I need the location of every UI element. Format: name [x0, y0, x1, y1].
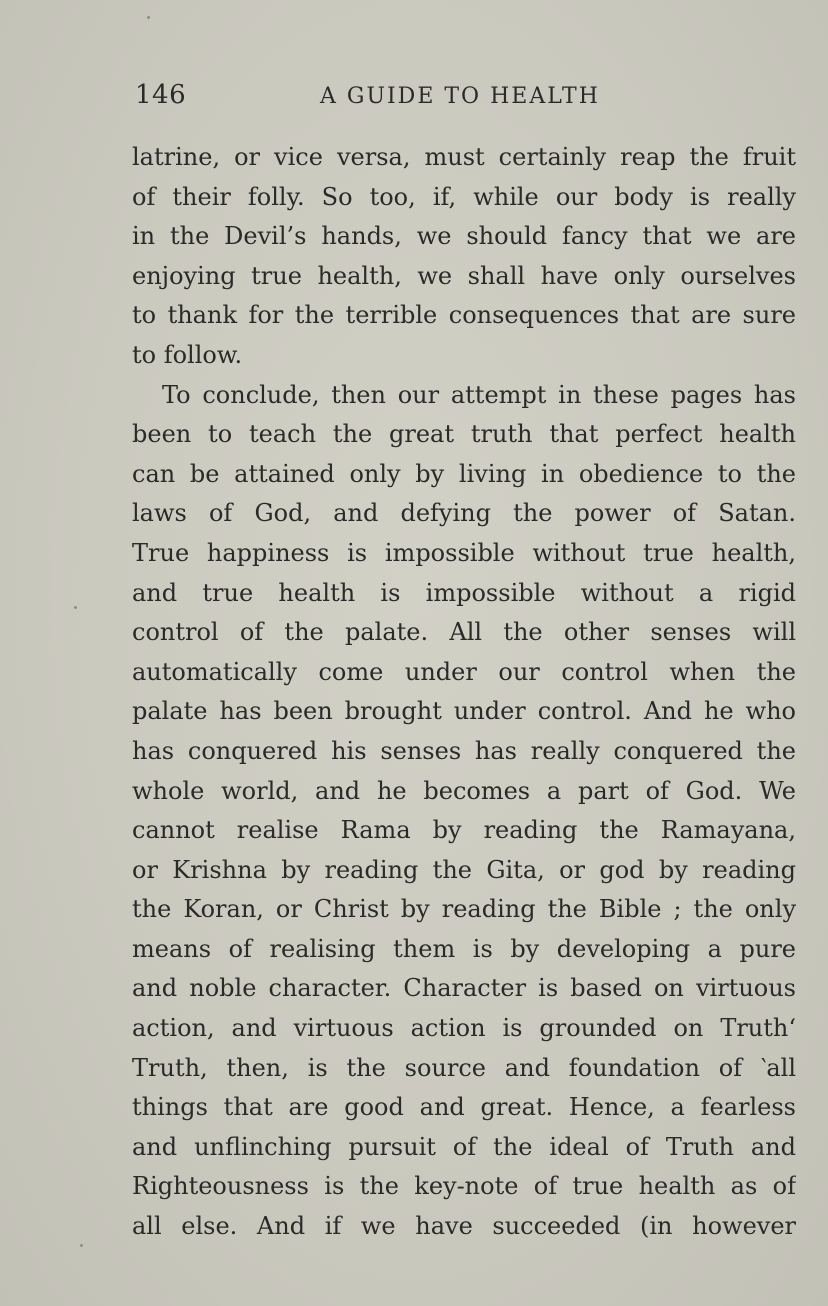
- text-line: control of the palate. All the other senses will: [132, 618, 796, 647]
- paper-speck: [147, 16, 150, 19]
- text-line: of their folly. So too, if, while our body is really: [132, 182, 796, 211]
- text-line: things that are good and great. Hence, a fearless: [132, 1093, 796, 1122]
- text-line: To conclude, then our attempt in these pages has: [162, 380, 796, 409]
- text-line: cannot realise Rama by reading the Ramayana,: [132, 816, 796, 845]
- text-line: whole world, and he becomes a part of God. We: [132, 776, 796, 805]
- text-line: means of realising them is by developing a pure: [132, 934, 796, 963]
- text-line: laws of God, and defying the power of Satan.: [132, 499, 796, 528]
- text-line: Truth, then, is the source and foundation of ‵all: [132, 1053, 796, 1082]
- running-title: A GUIDE TO HEALTH: [320, 84, 600, 109]
- text-line: to thank for the terrible consequences that are sure: [132, 301, 796, 330]
- body-text: [132, 138, 796, 1247]
- text-line: enjoying true health, we shall have only ourselves: [132, 261, 796, 290]
- text-line: automatically come under our control when the: [132, 657, 796, 686]
- text-line: and unflinching pursuit of the ideal of Truth and: [132, 1132, 796, 1161]
- text-line: latrine, or vice versa, must certainly reap the fruit: [132, 143, 796, 171]
- text-line: True happiness is impossible without true health,: [132, 538, 796, 567]
- text-line: the Koran, or Christ by reading the Bible ; the only: [132, 895, 796, 924]
- text-line: or Krishna by reading the Gita, or god by reading: [132, 855, 796, 884]
- page-header: [135, 80, 795, 114]
- text-line: in the Devil’s hands, we should fancy that we are: [132, 222, 796, 251]
- text-line: Righteousness is the key-note of true health as of: [132, 1172, 796, 1201]
- text-line: and noble character. Character is based on virtuous: [132, 974, 796, 1003]
- text-line: palate has been brought under control. And he who: [132, 697, 796, 726]
- paper-speck: [80, 1244, 83, 1247]
- text-line: and true health is impossible without a rigid: [132, 578, 796, 607]
- text-line: all else. And if we have succeeded (in however: [132, 1212, 796, 1241]
- text-line: has conquered his senses has really conquered the: [132, 736, 796, 765]
- text-line: can be attained only by living in obedience to the: [132, 459, 796, 488]
- text-line: action, and virtuous action is grounded on Truth‘: [132, 1014, 796, 1043]
- text-line: to follow.: [132, 340, 243, 369]
- text-line: been to teach the great truth that perfect health: [132, 420, 796, 449]
- page-number: 146: [135, 80, 187, 110]
- paper-speck: [74, 606, 77, 609]
